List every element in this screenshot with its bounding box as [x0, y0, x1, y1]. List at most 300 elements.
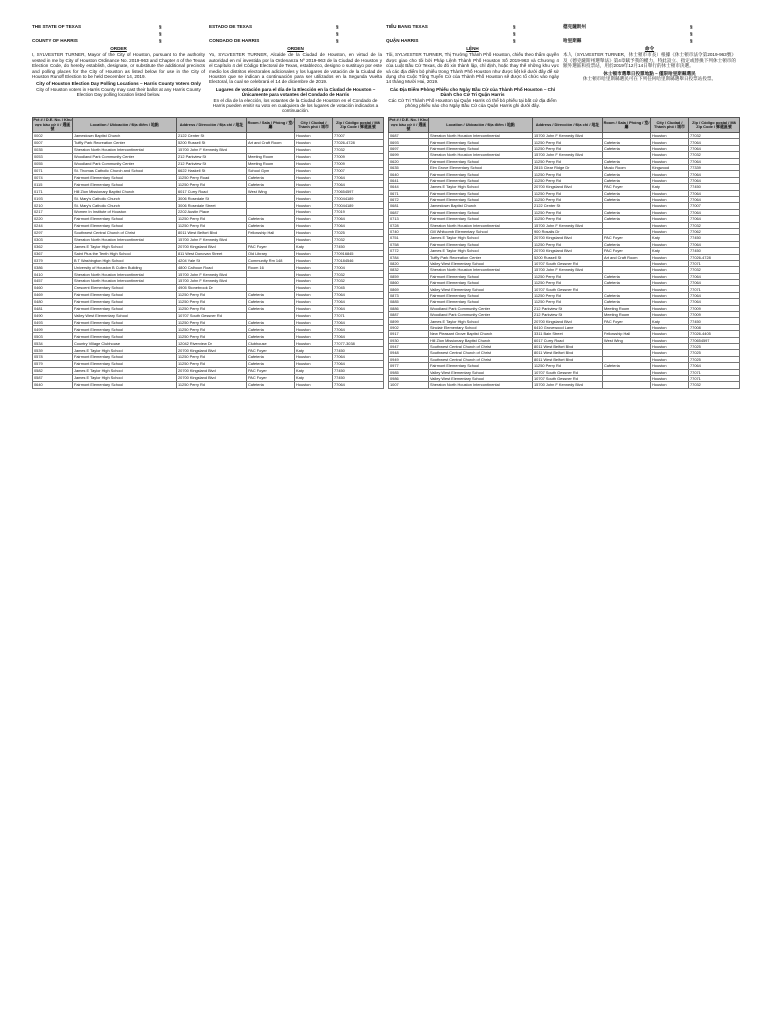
city-cell: Houston	[295, 264, 333, 271]
zip-cell: 770044189	[333, 195, 384, 202]
polling-note: Các Cử Tri Thành Phố Houston tại Quận Harris có thể bỏ phiếu tại bất cứ địa điểm phòng phiếu nào cho Ngày Bầu Cử của Quận Harris ghi dưới đây.	[388, 97, 557, 109]
address-cell: 6017 Curry Road	[533, 337, 603, 343]
location-cell: Valley West Elementary School	[429, 286, 533, 292]
location-cell: Gill Whitcomb Elementary School	[429, 228, 533, 234]
city-cell: Houston	[295, 305, 333, 312]
zip-cell: 77009	[689, 305, 740, 311]
address-cell: 11250 Perry Rd	[533, 190, 603, 196]
notice-header	[32, 24, 738, 114]
location-cell: Hill Zion Missionary Baptist Church	[429, 337, 533, 343]
table-row	[33, 381, 384, 388]
city-cell: Houston	[651, 363, 689, 369]
table-row	[33, 257, 384, 264]
city-cell: Houston	[295, 133, 333, 140]
zip-cell: 77064	[333, 215, 384, 222]
precinct-cell: 0985	[389, 369, 429, 375]
address-cell: 2122 Center St	[177, 133, 247, 140]
city-cell: Houston	[295, 209, 333, 216]
location-cell: Fairmont Elementary School	[73, 333, 177, 340]
table-row	[33, 354, 384, 361]
city-cell: Houston	[295, 326, 333, 333]
location-cell: Fairmont Elementary School	[429, 190, 533, 196]
address-cell: 3311 Bain Street	[533, 331, 603, 337]
precinct-cell: 0579	[33, 361, 73, 368]
table-row	[33, 312, 384, 319]
table-row	[33, 319, 384, 326]
address-cell: 10707 South Gessner Rd	[533, 375, 603, 381]
table-row	[33, 361, 384, 368]
location-cell: James E Taylor High School	[429, 318, 533, 324]
zip-cell: 77025	[689, 343, 740, 349]
table-row	[33, 209, 384, 216]
location-cell: James E Taylor High School	[429, 184, 533, 190]
city-cell: Houston	[651, 222, 689, 228]
county-line: QUẬN HARRIS	[386, 38, 419, 43]
room-cell	[247, 312, 295, 319]
location-cell: Jamestown Baptist Church	[73, 133, 177, 140]
location-cell: Fairmont Elementary School	[429, 145, 533, 151]
city-cell: Houston	[295, 181, 333, 188]
address-cell: 20700 Kingsland Blvd	[177, 374, 247, 381]
zip-cell: 77045	[333, 285, 384, 292]
precinct-cell: 0784	[389, 254, 429, 260]
zip-cell: 77450	[333, 374, 384, 381]
city-cell: Houston	[651, 292, 689, 298]
location-cell: Fairmont Elementary School	[429, 171, 533, 177]
address-cell: 11250 Perry Rd	[177, 333, 247, 340]
location-cell: Fairmont Elementary School	[429, 158, 533, 164]
city-cell: Houston	[295, 298, 333, 305]
section-symbol: §	[159, 38, 162, 43]
section-symbol: §	[336, 24, 339, 29]
location-cell: James E Taylor High School	[73, 367, 177, 374]
zip-cell: 77064	[689, 139, 740, 145]
location-cell: Fairmont Elementary School	[429, 292, 533, 298]
location-cell: Country Village Clubhouse	[73, 340, 177, 347]
room-cell: PAC Foyer	[247, 367, 295, 374]
precinct-cell: 0053	[33, 153, 73, 160]
column-header-location: Location / Ubicación / Địa điểm / 地點	[73, 117, 177, 132]
room-cell: West Wing	[247, 188, 295, 195]
precinct-cell: 0457	[33, 278, 73, 285]
table-row	[33, 133, 384, 140]
city-cell: Houston	[651, 375, 689, 381]
zip-cell: 77007	[333, 133, 384, 140]
room-cell: Cafeteria	[603, 299, 651, 305]
precinct-cell: 0751	[389, 235, 429, 241]
precinct-cell: 0640	[389, 171, 429, 177]
zip-cell: 77450	[333, 347, 384, 354]
precinct-cell: 0499	[33, 326, 73, 333]
location-cell: Tuffly Park Recreation Center	[429, 254, 533, 260]
precinct-cell: 0873	[389, 292, 429, 298]
section-symbol: §	[513, 31, 516, 36]
location-cell: Hill Zion Missionary Baptist Church	[73, 188, 177, 195]
room-cell: Cafeteria	[603, 292, 651, 298]
precinct-cell: 0713	[389, 216, 429, 222]
location-cell: Valley West Elementary School	[429, 375, 533, 381]
precinct-cell: 0886	[389, 305, 429, 311]
location-cell: Fairmont Elementary School	[73, 305, 177, 312]
address-cell: 11250 Perry Rd	[177, 354, 247, 361]
city-cell: Houston	[651, 145, 689, 151]
room-cell	[247, 278, 295, 285]
state-line: 德克薩斯州	[563, 24, 586, 29]
address-cell: 11250 Perry Rd	[177, 305, 247, 312]
room-cell: Cafeteria	[603, 139, 651, 145]
precinct-cell: 0832	[389, 267, 429, 273]
city-cell: Houston	[651, 331, 689, 337]
room-cell: Music Room	[603, 165, 651, 171]
address-cell: 6622 Haskell St	[177, 167, 247, 174]
zip-cell: 77064	[333, 326, 384, 333]
address-cell: 2202 Austin Place	[177, 209, 247, 216]
location-cell: Fairmont Elementary School	[429, 197, 533, 203]
address-cell: 11250 Perry Rd	[533, 139, 603, 145]
city-cell: Houston	[295, 271, 333, 278]
precinct-cell: 0758	[389, 241, 429, 247]
location-cell: St. Thomas Catholic Church and School	[73, 167, 177, 174]
address-cell: 11250 Perry Rd	[533, 273, 603, 279]
address-cell: 15700 John F Kennedy Blvd	[533, 267, 603, 273]
address-cell: 20700 Kingsland Blvd	[177, 243, 247, 250]
county-line: 哈里斯縣	[563, 38, 582, 43]
city-cell: Houston	[295, 291, 333, 298]
zip-cell: 77064	[689, 216, 740, 222]
city-cell: Houston	[295, 153, 333, 160]
state-line: ESTADO DE TEXAS	[209, 24, 253, 29]
county-line: COUNTY OF HARRIS	[32, 38, 78, 43]
zip-cell: 77009	[689, 312, 740, 318]
zip-cell: 77004	[333, 264, 384, 271]
city-cell: Houston	[651, 133, 689, 139]
zip-cell: 77026-4405	[689, 331, 740, 337]
english-column	[32, 24, 205, 114]
table-row	[33, 146, 384, 153]
precinct-cell: 0699	[389, 152, 429, 158]
zip-cell: 77450	[333, 243, 384, 250]
location-cell: Fairmont Elementary School	[73, 222, 177, 229]
address-cell: 15700 John F Kennedy Blvd	[177, 271, 247, 278]
room-cell: Old Library	[247, 250, 295, 257]
room-cell: Cafeteria	[247, 215, 295, 222]
zip-cell: 77071	[333, 312, 384, 319]
location-cell: Southwest Central Church of Christ	[429, 350, 533, 356]
location-cell: New Pleasant Grove Baptist Church	[429, 331, 533, 337]
location-cell: Fairmont Elementary School	[73, 319, 177, 326]
precinct-cell: 0217	[33, 209, 73, 216]
precinct-cell: 0074	[33, 174, 73, 181]
precinct-cell: 0697	[389, 145, 429, 151]
room-cell	[247, 209, 295, 216]
city-cell: Houston	[295, 146, 333, 153]
room-cell	[247, 146, 295, 153]
room-cell: Cafeteria	[603, 241, 651, 247]
room-cell: Fellowship Hall	[603, 331, 651, 337]
precinct-cell: 0493	[33, 319, 73, 326]
address-cell: 10707 South Gessner Rd	[533, 286, 603, 292]
zip-cell: 77339	[689, 165, 740, 171]
precinct-cell: 0386	[33, 264, 73, 271]
precinct-cell: 0539	[33, 347, 73, 354]
zip-cell: 77064	[689, 299, 740, 305]
precinct-cell: 0672	[389, 197, 429, 203]
address-cell: 212 Parkview St	[533, 312, 603, 318]
table-row	[33, 367, 384, 374]
address-cell: 11250 Perry Rd	[533, 299, 603, 305]
room-cell: Clubhouse	[247, 340, 295, 347]
address-cell: 11250 Perry Rd	[533, 209, 603, 215]
section-symbol: §	[159, 31, 162, 36]
room-cell: Cafeteria	[603, 280, 651, 286]
order-body: Tôi, SYLVESTER TURNER, Thị Trưởng Thành Phố Houston, chiếu theo thẩm quyền được giao cho tôi bởi Pháp Lệnh Thành Phố Houston Số 2019-963 và Chương 4 của Luật Bầu Cử Texas, do đó xin thành lập, chỉ định, hoặc thay thế những khu vực và các địa điểm bỏ phiếu trong Thành Phố Houston như được liệt kê dưới đây để sử dụng cho Cuộc Tổng Tuyển Cử của Thành Phố Houston sẽ được tổ chức vào ngày 14 tháng Mười Hai, 2019.	[386, 52, 559, 85]
zip-cell: 77064	[333, 354, 384, 361]
precinct-cell: 0902	[389, 324, 429, 330]
precinct-cell: 0362	[33, 243, 73, 250]
zip-cell: 77026-4728	[333, 140, 384, 147]
table-row	[33, 243, 384, 250]
location-cell: Fairmont Elementary School	[73, 298, 177, 305]
table-row	[33, 305, 384, 312]
precinct-cell: 0481	[33, 305, 73, 312]
city-cell: Houston	[651, 337, 689, 343]
room-cell: Cafeteria	[603, 158, 651, 164]
zip-cell: 77064	[689, 197, 740, 203]
precinct-cell: 0587	[33, 374, 73, 381]
room-cell: Cafeteria	[603, 216, 651, 222]
city-cell: Houston	[651, 171, 689, 177]
address-cell: 8011 West Belfort Blvd	[177, 229, 247, 236]
address-cell: 11250 Perry Road	[177, 174, 247, 181]
section-symbol: §	[690, 38, 693, 43]
precinct-cell: 0193	[33, 195, 73, 202]
address-cell: 900 Rosalis Dr	[533, 228, 603, 234]
precinct-cell: 0869	[389, 286, 429, 292]
zip-cell: 77064	[689, 292, 740, 298]
zip-cell: 77064	[689, 171, 740, 177]
zip-cell: 77450	[689, 318, 740, 324]
table-row	[33, 285, 384, 292]
table-body	[33, 133, 384, 389]
address-cell: 15700 John F Kennedy Blvd	[533, 133, 603, 139]
room-cell: PAC Foyer	[603, 235, 651, 241]
room-cell: Art and Craft Room	[603, 254, 651, 260]
column-header-location: Location / Ubicación / Địa điểm / 地點	[429, 117, 533, 132]
polling-note: En el día de la elección, los votantes de la Ciudad de Houston en el Condado de Harris pueden emitir su voto en cualquiera de los lugares de votación indicados a continuación.	[212, 97, 379, 114]
location-cell: Sheraton North Houston Intercontinental	[73, 278, 177, 285]
room-cell: Cafeteria	[247, 333, 295, 340]
address-cell: 10707 South Gessner Rd	[533, 260, 603, 266]
zip-cell: 77064	[333, 181, 384, 188]
room-cell: Art and Craft Room	[247, 140, 295, 147]
room-cell	[247, 195, 295, 202]
precinct-cell: 0671	[389, 190, 429, 196]
precinct-cell: 0885	[389, 299, 429, 305]
location-cell: Fairmont Elementary School	[73, 354, 177, 361]
room-cell: Cafeteria	[247, 291, 295, 298]
location-cell: Sheraton North Houston Intercontinental	[429, 133, 533, 139]
location-cell: James E Taylor High School	[429, 248, 533, 254]
room-cell: Cafeteria	[247, 298, 295, 305]
section-symbol: §	[690, 24, 693, 29]
polling-table-right	[388, 117, 740, 389]
room-cell: Meeting Room	[247, 153, 295, 160]
room-cell: Cafeteria	[603, 273, 651, 279]
city-cell: Houston	[651, 203, 689, 209]
zip-cell: 77450	[689, 248, 740, 254]
order-body: Yo, SYLVESTER TURNER, Alcalde de la Ciudad de Houston, en virtud de la autoridad en mí investida por la Ordenanza Nº 2019-963 de la Ciudad de Houston y el Capítulo 4 del Código Electoral de Texas, establezco, designo o sustituyo por este medio los distritos electorales adicionales y los lugares de votación de la Ciudad de Houston que se indican a continuación para ser utilizados en la Segunda Vuelta Electoral, la cual se celebrará el 14 de diciembre de 2019.	[209, 52, 382, 85]
room-cell: Cafeteria	[603, 145, 651, 151]
location-cell: Woodland Park Community Center	[429, 312, 533, 318]
zip-cell: 77009	[333, 160, 384, 167]
city-cell: Houston	[651, 312, 689, 318]
polling-table-left	[32, 117, 384, 389]
address-cell: 15700 John F Kennedy Blvd	[177, 278, 247, 285]
location-cell: Woodland Park Community Center	[429, 305, 533, 311]
room-cell: Cafeteria	[247, 181, 295, 188]
city-cell: Houston	[295, 215, 333, 222]
location-cell: Elm Grove Elementary School	[429, 165, 533, 171]
zip-cell: 77064	[689, 158, 740, 164]
precinct-cell: 0480	[33, 298, 73, 305]
room-cell: Room 16	[247, 264, 295, 271]
room-cell	[247, 133, 295, 140]
address-cell: 11250 Perry Rd	[177, 381, 247, 388]
room-cell: Cafeteria	[603, 171, 651, 177]
zip-cell: 770916845	[333, 250, 384, 257]
address-cell: 11250 Perry Rd	[533, 177, 603, 183]
precinct-cell: 0002	[33, 133, 73, 140]
zip-cell: 77064	[689, 241, 740, 247]
address-cell: 10707 South Gessner Rd	[177, 312, 247, 319]
room-cell	[247, 271, 295, 278]
room-cell: Meeting Room	[603, 312, 651, 318]
table-row	[33, 347, 384, 354]
location-cell: Sinclair Elementary School	[429, 324, 533, 330]
order-title: 命令	[644, 46, 655, 51]
section-symbol: §	[513, 24, 516, 29]
city-cell: Katy	[295, 347, 333, 354]
city-cell: Houston	[295, 257, 333, 264]
zip-cell: 77007	[333, 167, 384, 174]
room-cell	[247, 236, 295, 243]
address-cell: 20700 Kingsland Blvd	[533, 248, 603, 254]
address-cell: 15700 John F Kennedy Blvd	[177, 146, 247, 153]
room-cell: Cafeteria	[603, 209, 651, 215]
city-cell: Houston	[295, 354, 333, 361]
zip-cell: 770044189	[333, 202, 384, 209]
chinese-column	[563, 24, 736, 114]
precinct-cell: 0977	[389, 363, 429, 369]
precinct-cell: 0948	[389, 350, 429, 356]
table-row	[33, 160, 384, 167]
address-cell: 212 Parkview St	[533, 305, 603, 311]
table-row	[33, 298, 384, 305]
section-symbol: §	[690, 31, 693, 36]
precinct-cell: 0303	[33, 236, 73, 243]
section-symbol: §	[336, 38, 339, 43]
city-cell: Houston	[651, 216, 689, 222]
address-cell: 3006 Rosedale Street	[177, 202, 247, 209]
precinct-cell: 0693	[389, 139, 429, 145]
location-cell: Fairmont Elementary School	[73, 326, 177, 333]
column-header-zip: Zip / Código postal / Mã Zip Code / 郵遞區號	[689, 117, 740, 132]
zip-cell: 77064	[333, 298, 384, 305]
address-cell: 4905 Stonebrook Dr	[177, 285, 247, 292]
zip-cell: 77032	[689, 222, 740, 228]
city-cell: Houston	[295, 285, 333, 292]
address-cell: 10707 South Gessner Rd	[533, 369, 603, 375]
address-cell: 11250 Perry Rd	[533, 158, 603, 164]
address-cell: 2122 Center St	[533, 203, 603, 209]
city-cell: Houston	[651, 286, 689, 292]
precinct-cell: 0035	[33, 146, 73, 153]
state-line: THE STATE OF TEXAS	[32, 24, 82, 29]
zip-cell: 77062	[689, 228, 740, 234]
address-cell: 3006 Rosedale St	[177, 195, 247, 202]
precinct-cell: 0055	[33, 160, 73, 167]
city-cell: Houston	[651, 254, 689, 260]
zip-cell: 77025	[333, 229, 384, 236]
location-cell: Fairmont Elementary School	[429, 216, 533, 222]
zip-cell: 77064	[333, 319, 384, 326]
city-cell: Houston	[651, 356, 689, 362]
address-cell: 11250 Perry Rd	[533, 171, 603, 177]
table-row	[33, 153, 384, 160]
location-cell: Crescent Elementary School	[73, 285, 177, 292]
table-row	[33, 174, 384, 181]
city-cell: Houston	[295, 174, 333, 181]
zip-cell: 77450	[689, 184, 740, 190]
address-cell: 12042 Riverview Dr	[177, 340, 247, 347]
city-cell: Houston	[295, 340, 333, 347]
city-cell: Houston	[295, 278, 333, 285]
address-cell: 811 West Donovan Street	[177, 250, 247, 257]
precinct-cell: 0582	[33, 367, 73, 374]
city-cell: Katy	[295, 243, 333, 250]
city-cell: Houston	[651, 299, 689, 305]
location-cell: Saint Pius the Tenth High School	[73, 250, 177, 257]
precinct-cell: 1007	[389, 382, 429, 388]
table-row	[33, 195, 384, 202]
address-cell: 20700 Kingsland Blvd	[533, 235, 603, 241]
precinct-cell: 0220	[33, 215, 73, 222]
precinct-cell: 0859	[389, 273, 429, 279]
room-cell: Cafeteria	[603, 177, 651, 183]
address-cell: 20700 Kingsland Blvd	[177, 367, 247, 374]
address-cell: 11250 Perry Rd	[177, 215, 247, 222]
city-cell: Houston	[651, 280, 689, 286]
zip-cell: 77450	[333, 367, 384, 374]
zip-cell: 77032	[333, 278, 384, 285]
polling-tables	[32, 117, 738, 389]
precinct-cell: 0367	[33, 250, 73, 257]
table-row	[33, 326, 384, 333]
precinct-cell: 0917	[389, 331, 429, 337]
city-cell: Houston	[295, 319, 333, 326]
location-cell: Sheraton North Houston Intercontinental	[429, 382, 533, 388]
city-cell: Houston	[295, 195, 333, 202]
zip-cell: 77064	[689, 280, 740, 286]
location-cell: Fairmont Elementary School	[429, 177, 533, 183]
zip-cell: 770184546	[333, 257, 384, 264]
location-cell: Fairmont Elementary School	[73, 215, 177, 222]
room-cell: Cafeteria	[603, 197, 651, 203]
precinct-cell: 0681	[389, 203, 429, 209]
city-cell: Houston	[651, 369, 689, 375]
address-cell: 15700 John F Kennedy Blvd	[177, 236, 247, 243]
address-cell: 11250 Perry Rd	[177, 222, 247, 229]
